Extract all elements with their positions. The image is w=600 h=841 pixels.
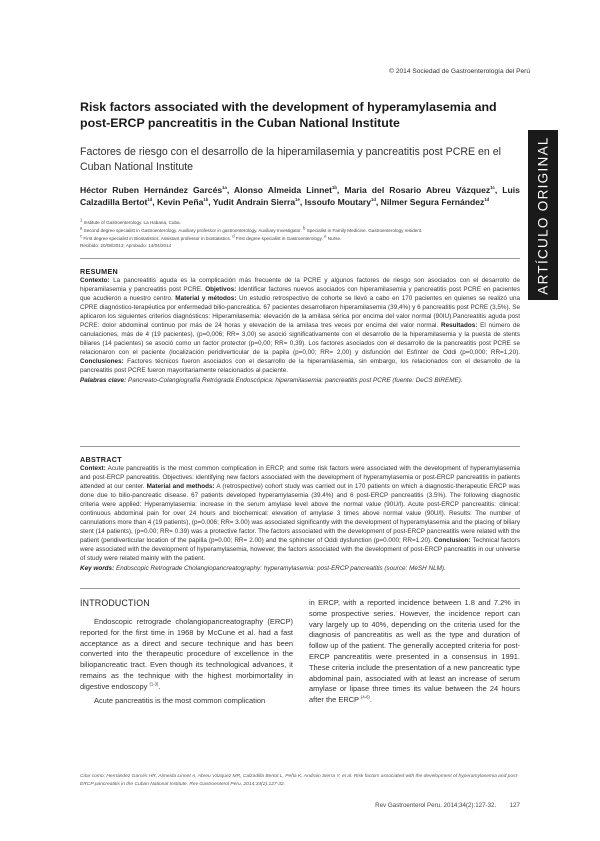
intro-paragraph: Acute pancreatitis is the most common complication: [94, 695, 266, 705]
citation-note: Citar como: Hernández Garcés HR, Almeida Linnet A, Abreu Vázquez MR, Calzadilla Bertot L, Peña K, Andrain Sierra Y, et al. Risk factors associated with the development of hyperamylasemia and post-ERCP pancreatitis in the Cuban National Institute. Rev Gastroenterol Peru. 2014;34(2):127-32.: [80, 774, 519, 787]
author: Issoufo Moutary$^{1d}$: [304, 197, 376, 207]
affiliation-line: $^a$ Second degree specialist in Gastroenterology. Auxiliary professor in gastroenterology. Auxiliary Investigator. $^b$ Specialist in Family Medicine. Gastroenterology resident.: [80, 225, 423, 233]
abstract-heading: ABSTRACT: [80, 455, 122, 464]
author: Luis Calzadilla Bertot$^{1d}$: [80, 185, 520, 207]
page-number: 127: [509, 802, 520, 809]
affiliations: [80, 219, 520, 250]
intro-paragraph: in ERCP, with a reported incidence between 1.8 and 7.2% in some prospective series. However, the incidence report can vary largely up to 40%, depending on the criteria used for the diagnosis of pancreatitis as well as the type and duration of follow up of the patient. The generally accepted criteria for post-ERCP pancreatitis were presented in a consensus in 1991. These criteria include the presentation of a new pancreatic type abdominal pain, associated with at least an increase of serum amylase or lipase three times its value between the 24 hours after the ERCP $^{(4-6)}$.: [309, 598, 520, 705]
author: Alonso Almeida Linnet$^{1b}$: [233, 185, 337, 195]
author: Maria del Rosario Abreu Vázquez$^{1c}$: [344, 185, 495, 195]
intro-paragraph: Endoscopic retrograde cholangiopancreatography (ERCP) reported for the first time in 1968 by McCune et al. had a fast acceptance as a direct and secure technique and has been converted into the therapeutic procedure of excellence in the biliopancreatic tract. Even though its technological advances, it remains as the technique with the highest morbimortality in digestive endoscopy $^{(1-3)}$.: [80, 617, 293, 691]
affiliation-line: $^c$ First degree specialist in Biostatistics. Assistant professor in biostatistics. $^d$ First degree specialist in Gastroenterology. $^e$ Nurse.: [80, 233, 342, 241]
article-subtitle: Factores de riesgo con el desarrollo de la hiperamilasemia y pancreatitis post PCRE en el Cuban National Institute: [80, 146, 502, 173]
abstract-body: Context: Acute pancreatitis is the most common complication in ERCP, and some risk factors were associated with the development of hyperamylasemia and post-ERCP pancreatitis. Objectives: identifying new factors associated with the development of hyperamylasemia or post-ERCP pancreatitis in patients attended at our center. Material and methods: A (retrospective) cohort study was carried out in 170 patients on which a diagnostic-therapeutic ERCP was done due to bilio-pancreatic disease. 67 patients developed hyperamylasemia (39.4%) and 6 post-ERCP pancreatitis (3.5%). The following diagnostic criteria were applied: Hyperamylasemia: increase in the serum amylase level above the normal value (90U/l). Acute post-ERCP pancreatitis: clinical: continuous abdominal pain for over 24 hours and biochemical: elevation of amylase 3 times above normal value (90U/l). Results: The number of cannulations more than 4 (19 patients), (p=0.006; RR= 3.00) was associated significantly with the development of hyperamylasemia and the placing of biliary stent (14 patients), (p=0.00; RR= 0.39) was a protective factor. The factors associated with the development of post-ERCP pancreatitis were related with the patient (peridiverticular location of the papilla (p=0.00; RR= 2.00) and the sphincter of Oddi dysfunction (p=0.000; RR=1.20). Conclusion: Technical factors were associated with the development of hyperamylasemia, however, the factors associated with the development of post-ERCP pancreatitis in our universe of study were related mainly with the patient. Key words: Endoscopic Retrograde Cholangiopancreatography: hyperamylasemia: post-ERCP pancreatitis (source: MeSH NLM).: [80, 465, 521, 572]
copyright-notice: © 2014 Sociedad de Gastroenterología del Perú: [389, 68, 530, 75]
page-footer: [375, 802, 520, 809]
author: Kevin Peña$^{1b}$: [157, 197, 209, 207]
intro-left-column: [80, 617, 293, 706]
divider: [80, 588, 520, 589]
author: Yudit Andrain Sierra$^{1e}$: [212, 197, 300, 207]
journal-reference: Rev Gastroenterol Peru. 2014;34(2):127-32.: [375, 802, 497, 809]
article-title: Risk factors associated with the development of hyperamylasemia and post-ERCP pancreatitis in the Cuban National Institute: [80, 100, 497, 130]
author: Héctor Ruben Hernández Garcés$^{1a}$: [80, 185, 227, 195]
received-dates: Recibido: 20/08/2013; Aprobado: 14/04/2014: [80, 243, 172, 249]
affiliation-line: $^1$ Institute of Gastroenterology. La Habana, Cuba.: [80, 217, 181, 225]
intro-right-column: [309, 598, 520, 706]
divider: [80, 258, 520, 259]
author: Nilmer Segura Fernández$^{1d}$: [380, 197, 490, 207]
author-list: Héctor Ruben Hernández Garcés$^{1a}$, Alonso Almeida Linnet$^{1b}$, Maria del Rosario Abreu Vázquez$^{1c}$, Luis Calzadilla Bertot$^{1d}$, Kevin Peña$^{1b}$, Yudit Andrain Sierra$^{1e}$, Issoufo Moutary$^{1d}$, Nilmer Segura Fernández$^{1d}$: [80, 185, 520, 207]
introduction-heading: INTRODUCTION: [80, 598, 150, 608]
article-type-text: ARTÍCULO ORIGINAL: [535, 135, 551, 295]
divider: [80, 446, 520, 447]
resumen-body: Contexto: La pancreatitis aguda es la complicación más frecuente de la PCRE y algunos factores de riesgo son asociados con el desarrollo de hiperamilasemia y pancreatitis post PCRE. Objetivos: Identificar factores nuevos asociados con hiperamilasemia y pancreatitis post PCRE en pacientes que acudieron a nuestro centro. Material y métodos: Un estudio retrospectivo de cohorte se llevó a cabo en 170 pacientes en quienes se realizó una CPRE diagnóstico-terapéutica por enfermedad bilio-pancreática. 67 pacientes desarrollaron hiperamilasemia (39,4%) y 6 pancreatitis post PCRE (3,5%). Se aplicaron los siguientes criterios diagnósticos: Hiperamilasemia: elevación de la amilasa sérica por encima del valor normal (90IU).Pancreatitis aguda post PCRE: dolor abdominal continuo por más de 24 horas y elevación de la amilasa tres veces por encima del valor normal. Resultados: El número de canulaciones, más de 4 (19 pacientes), (p=0,006; RR= 3,00) se asoció significativamente con el desarrollo de la hiperamilasemia y la puesta de stents biliares (14 pacientes) se asoció como un factor protector (p=0,00; RR= 0,39). Los factores asociados con el desarrollo de la pancreatitis post PCRE se relacionaron con el paciente (localización peridiverticular de la papila (p=0,00; RR= 2,00) y disfunción del Esfínter de Oddi (p=0,000; RR=1,20). Conclusiones: Factores técnicos fueron asociados con el desarrollo de la hiperamilasemia, sin embargo, los relacionados con el desarrollo de la pancreatitis post PCRE fueron mayoritariamente relacionados al paciente. Palabras clave: Pancreato-Colangiografía Retrógrada Endoscópica: hiperamilasemia: pancreatitis post PCRE (fuente: DeCS BIREME).: [80, 277, 521, 384]
resumen-heading: RESUMEN: [80, 267, 119, 276]
article-type-label: [528, 130, 558, 300]
